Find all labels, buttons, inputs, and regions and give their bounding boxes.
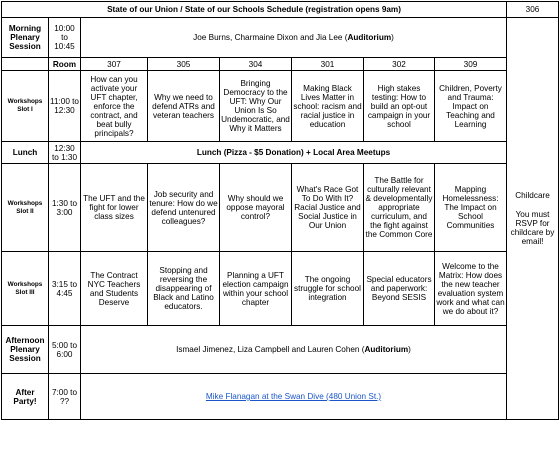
room-302: 302 xyxy=(364,58,435,71)
slot3-session-302: Special educators and paperwork: Beyond SESIS xyxy=(364,252,435,326)
slot1-time: 11:00 to 12:30 xyxy=(49,71,81,142)
slot3-session-309: Welcome to the Matrix: How does the new teacher evaluation system work and what can we do about it? xyxy=(435,252,507,326)
schedule-title: State of our Union / State of our Schools Schedule (registration opens 9am) xyxy=(2,2,507,18)
room-row-spacer xyxy=(2,58,49,71)
slot1-session-309: Children, Poverty and Trauma: Impact on Teaching and Learning xyxy=(435,71,507,142)
room-306-header: 306 xyxy=(507,2,559,18)
slot3-time: 3:15 to 4:45 xyxy=(49,252,81,326)
room-309: 309 xyxy=(435,58,507,71)
room-307: 307 xyxy=(81,58,148,71)
slot2-label: Workshops Slot II xyxy=(2,164,49,252)
slot1-session-301: Making Black Lives Matter in school: racism and racial justice in education xyxy=(292,71,364,142)
slot1-session-302: High stakes testing: How to build an opt-out campaign in your school xyxy=(364,71,435,142)
room-301: 301 xyxy=(292,58,364,71)
lunch-time: 12:30 to 1:30 xyxy=(49,142,81,164)
afternoon-plenary-time: 5:00 to 6:00 xyxy=(49,326,81,374)
room-label: Room xyxy=(49,58,81,71)
slot1-label: Workshops Slot I xyxy=(2,71,49,142)
slot2-session-302: The Battle for culturally relevant & developmentally appropriate curriculum, and the fight against the Common Core xyxy=(364,164,435,252)
slot3-session-301: The ongoing struggle for school integration xyxy=(292,252,364,326)
morning-plenary-time: 10:00 to 10:45 xyxy=(49,18,81,58)
slot2-row xyxy=(2,164,559,252)
lunch-description: Lunch (Pizza - $5 Donation) + Local Area Meetups xyxy=(81,142,507,164)
slot2-session-301: What's Race Got To Do With It? Racial Justice and Social Justice in Our Union xyxy=(292,164,364,252)
room-304: 304 xyxy=(220,58,292,71)
slot1-session-304: Bringing Democracy to the UFT: Why Our Union Is So Undemocratic, and Why it Matters xyxy=(220,71,292,142)
schedule-table xyxy=(1,1,559,420)
childcare-title: Childcare xyxy=(515,191,550,200)
slot3-session-305: Stopping and reversing the disappearing of Black and Latino educators. xyxy=(148,252,220,326)
afternoon-plenary-row xyxy=(2,326,559,374)
childcare-note: You must RSVP for childcare by email! xyxy=(510,210,555,246)
after-party-time: 7:00 to ?? xyxy=(49,374,81,420)
afternoon-plenary-speakers: Ismael Jimenez, Liza Campbell and Lauren Cohen (Auditorium) xyxy=(81,326,507,374)
morning-plenary-row xyxy=(2,18,559,58)
lunch-row xyxy=(2,142,559,164)
slot1-session-305: Why we need to defend ATRs and veteran teachers xyxy=(148,71,220,142)
lunch-label: Lunch xyxy=(2,142,49,164)
slot1-session-307: How can you activate your UFT chapter, enforce the contract, and beat bully principals? xyxy=(81,71,148,142)
slot2-session-307: The UFT and the fight for lower class sizes xyxy=(81,164,148,252)
room-305: 305 xyxy=(148,58,220,71)
slot2-session-305: Job security and tenure: How do we defend untenured colleagues? xyxy=(148,164,220,252)
morning-plenary-speakers: Joe Burns, Charmaine Dixon and Jia Lee (Auditorium) xyxy=(81,18,507,58)
afternoon-plenary-label: Afternoon Plenary Session xyxy=(2,326,49,374)
slot1-row xyxy=(2,71,559,142)
slot3-row xyxy=(2,252,559,326)
childcare-cell xyxy=(507,18,559,420)
after-party-venue xyxy=(81,374,507,420)
slot2-session-304: Why should we oppose mayoral control? xyxy=(220,164,292,252)
slot3-label: Workshops Slot III xyxy=(2,252,49,326)
after-party-link[interactable]: Mike Flanagan at the Swan Dive (480 Union St.) xyxy=(205,392,382,401)
room-row xyxy=(2,58,559,71)
after-party-label: After Party! xyxy=(2,374,49,420)
slot2-time: 1:30 to 3:00 xyxy=(49,164,81,252)
slot3-session-307: The Contract NYC Teachers and Students Deserve xyxy=(81,252,148,326)
after-party-row xyxy=(2,374,559,420)
slot3-session-304: Planning a UFT election campaign within your school chapter xyxy=(220,252,292,326)
slot2-session-309: Mapping Homelessness: The Impact on School Communities xyxy=(435,164,507,252)
morning-plenary-label: Morning Plenary Session xyxy=(2,18,49,58)
